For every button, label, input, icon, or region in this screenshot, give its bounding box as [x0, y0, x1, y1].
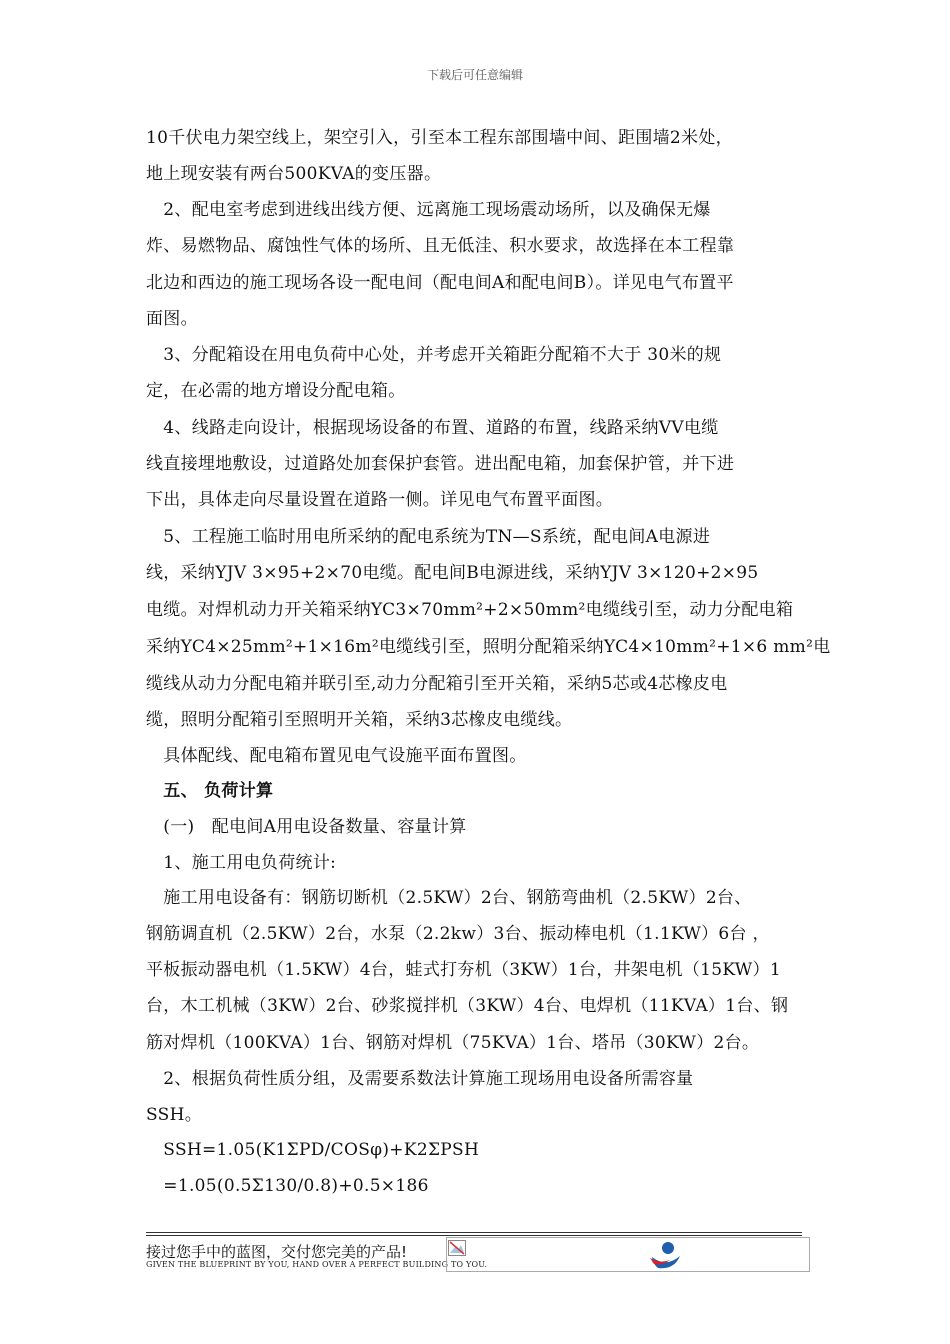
formula-line: SSH=1.05(K1ΣPD/COSφ)+K2ΣPSH: [146, 1140, 480, 1160]
company-logo-icon: [648, 1240, 682, 1272]
body-line: SSH。: [146, 1105, 203, 1125]
body-line: 炸、易燃物品、腐蚀性气体的场所、且无低洼、积水要求，故选择在本工程靠: [146, 236, 735, 256]
footer-english: GIVEN THE BLUEPRINT BY YOU, HAND OVER A PERFECT BUILDING TO YOU.: [146, 1260, 488, 1269]
body-line: 定，在必需的地方增设分配电箱。: [146, 381, 406, 401]
body-line: 下出，具体走向尽量设置在道路一侧。详见电气布置平面图。: [146, 490, 614, 510]
broken-image-icon: [448, 1240, 466, 1256]
body-line: 北边和西边的施工现场各设一配电间（配电间A和配电间B）。详见电气布置平: [146, 273, 734, 293]
formula-line: =1.05(0.5Σ130/0.8)+0.5×186: [146, 1176, 429, 1196]
body-line: 平板振动器电机（1.5KW）4台，蛙式打夯机（3KW）1台，井架电机（15KW）1: [146, 960, 781, 980]
body-line: 5、工程施工临时用电所采纳的配电系统为TN—S系统，配电间A电源进: [146, 527, 711, 547]
body-line: 钢筋调直机（2.5KW）2台，水泵（2.2kw）3台、振动棒电机（1.1KW）6台 ，: [146, 924, 770, 944]
footer-rule: [146, 1235, 802, 1236]
body-line: 线，采纳YJV 3×95+2×70电缆。配电间B电源进线，采纳YJV 3×120+2×95: [146, 563, 759, 583]
body-line: 具体配线、配电箱布置见电气设施平面布置图。: [146, 746, 527, 766]
footer-slogan: 接过您手中的蓝图，交付您完美的产品!: [146, 1243, 408, 1261]
body-line: 4、线路走向设计，根据现场设备的布置、道路的布置，线路采纳VV电缆: [146, 418, 719, 438]
body-line: 筋对焊机（100KVA）1台、钢筋对焊机（75KVA）1台、塔吊（30KW）2台。: [146, 1033, 760, 1053]
body-line: 台，木工机械（3KW）2台、砂浆搅拌机（3KW）4台、电焊机（11KVA）1台、钢: [146, 996, 789, 1016]
subsection-heading: (一) 配电间A用电设备数量、容量计算: [146, 817, 467, 837]
section-heading: 五、 负荷计算: [146, 781, 274, 801]
body-line: 2、根据负荷性质分组，及需要系数法计算施工现场用电设备所需容量: [146, 1069, 694, 1089]
body-line: 施工用电设备有：钢筋切断机（2.5KW）2台、钢筋弯曲机（2.5KW）2台、: [146, 888, 752, 908]
body-line: 10千伏电力架空线上，架空引入，引至本工程东部围墙中间、距围墙2米处，: [146, 128, 733, 148]
body-line: 电缆。对焊机动力开关箱采纳YC3×70mm²+2×50mm²电缆线引至，动力分配电箱: [146, 600, 794, 620]
body-line: 地上现安装有两台500KVA的变压器。: [146, 164, 442, 184]
body-line: 1、施工用电负荷统计:: [146, 853, 337, 873]
body-line: 缆线从动力分配电箱并联引至,动力分配箱引至开关箱，采纳5芯或4芯橡皮电: [146, 674, 728, 694]
footer-rule: [146, 1232, 802, 1233]
body-line: 3、分配箱设在用电负荷中心处，并考虑开关箱距分配箱不大于 30米的规: [146, 345, 722, 365]
body-line: 缆，照明分配箱引至照明开关箱，采纳3芯橡皮电缆线。: [146, 710, 573, 730]
body-line: 面图。: [146, 309, 198, 329]
body-line: 线直接埋地敷设，过道路处加套保护套管。进出配电箱，加套保护管，并下进: [146, 454, 735, 474]
body-line: 采纳YC4×25mm²+1×16m²电缆线引至，照明分配箱采纳YC4×10mm²+1×6 mm²电: [146, 637, 831, 657]
body-line: 2、配电室考虑到进线出线方便、远离施工现场震动场所，以及确保无爆: [146, 200, 711, 220]
page-header: 下载后可任意编辑: [426, 68, 523, 82]
footer-image-box: [446, 1237, 810, 1272]
